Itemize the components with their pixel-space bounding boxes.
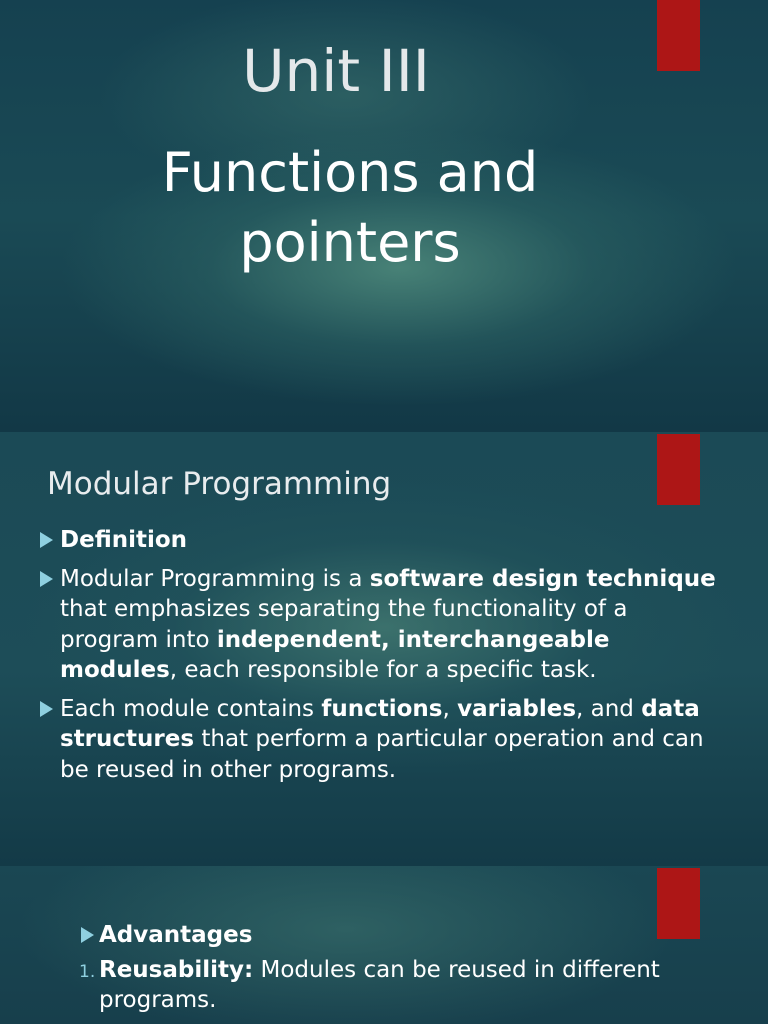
- advantages-heading: [79, 920, 719, 950]
- slide-advantages: [0, 866, 768, 1024]
- item-bold-text: Reusability:: [99, 957, 254, 983]
- bullet-bold-text: Definition: [60, 527, 188, 553]
- bullet-list: [36, 525, 716, 793]
- slide-title: [0, 0, 768, 432]
- slide-modular-programming: [0, 432, 768, 866]
- bullet-text: Each module contains: [60, 695, 322, 722]
- bullet-text: that perform a particular operation and can be reused in other programs.: [60, 726, 704, 783]
- accent-bar: [657, 434, 700, 505]
- advantages-heading-text: Advantages: [99, 922, 253, 948]
- slide-subtitle-text: Functions and pointers: [161, 141, 539, 275]
- bullet-text: that emphasizes separating the functionality of a program into: [60, 596, 628, 653]
- bullet-text: Modular Programming is a: [60, 565, 370, 592]
- item-text: Modules can be reused in different programs.: [99, 957, 660, 1013]
- bullet-text: ,: [442, 695, 458, 722]
- bullet-text: , each responsible for a specific task.: [169, 657, 597, 683]
- bullet-item: [36, 525, 716, 556]
- triangle-right-icon: [40, 701, 53, 717]
- triangle-right-icon: [81, 927, 94, 943]
- bullet-text: , and: [576, 695, 642, 722]
- bullet-bold-text: functions: [321, 695, 443, 722]
- bullet-bold-text: data structures: [60, 695, 700, 752]
- bullet-item: [36, 564, 716, 686]
- bullet-bold-text: independent, interchangeable modules: [60, 626, 610, 683]
- bullet-bold-text: variables: [457, 695, 577, 722]
- bullet-item: [36, 694, 716, 786]
- bullet-bold-text: software design technique: [369, 565, 716, 592]
- numbered-item: [79, 955, 719, 1015]
- slide-heading: Modular Programming: [47, 466, 392, 502]
- slide-title-text: Unit III: [242, 37, 430, 105]
- triangle-right-icon: [40, 571, 53, 587]
- triangle-right-icon: [40, 532, 53, 548]
- advantages-list: [79, 920, 719, 1015]
- item-number: 1.: [79, 962, 96, 982]
